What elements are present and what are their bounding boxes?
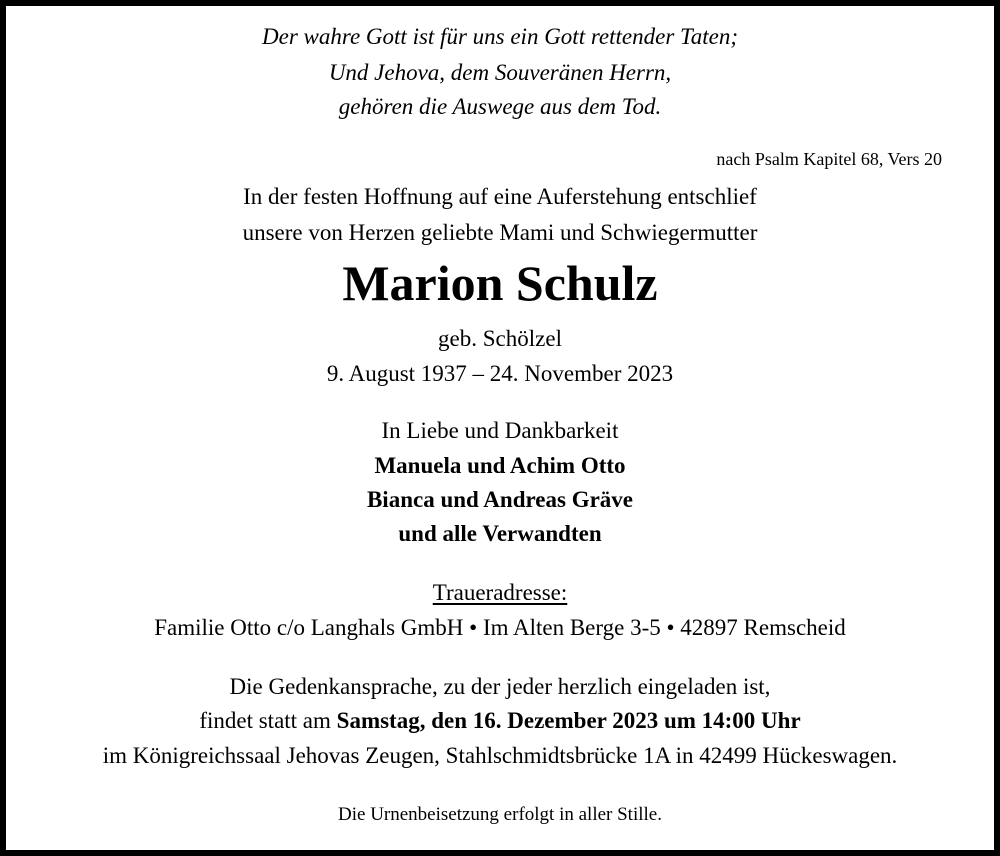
life-dates: 9. August 1937 – 24. November 2023: [326, 361, 674, 386]
verse-source: nach Psalm Kapitel 68, Vers 20: [716, 149, 942, 169]
memorial-line-1: Die Gedenkansprache, zu der jeder herzlich eingeladen ist,: [229, 674, 771, 699]
mourner-name-1: Manuela und Achim Otto: [374, 453, 626, 478]
mourner-name-3: und alle Verwandten: [398, 521, 602, 546]
intro-line-2: unsere von Herzen geliebte Mami und Schwiegermutter: [242, 220, 758, 245]
birth-name: geb. Schölzel: [438, 326, 562, 351]
verse-line-2: Und Jehova, dem Souveränen Herrn,: [328, 60, 672, 85]
burial-note: Die Urnenbeisetzung erfolgt in aller Stille.: [338, 804, 662, 825]
address-label: Traueradresse:: [432, 580, 568, 605]
verse-line-3: gehören die Auswege aus dem Tod.: [338, 94, 662, 119]
memorial-location: im Königreichssaal Jehovas Zeugen, Stahlschmidtsbrücke 1A in 42499 Hückeswagen.: [102, 743, 898, 768]
address-label-line: [0, 580, 1000, 606]
intro-line-1: In der festen Hoffnung auf eine Auferstehung entschlief: [243, 184, 757, 209]
memorial-line-2: [0, 708, 1000, 734]
memorial-line-2-prefix: findet statt am: [199, 708, 337, 733]
mourner-name-2: Bianca und Andreas Gräve: [366, 487, 634, 512]
verse-line-1: Der wahre Gott ist für uns ein Gott rettender Taten;: [262, 24, 738, 49]
address-text: Familie Otto c/o Langhals GmbH • Im Alten Berge 3-5 • 42897 Remscheid: [154, 615, 846, 640]
memorial-date-time: Samstag, den 16. Dezember 2023 um 14:00 Uhr: [336, 708, 801, 733]
deceased-name: Marion Schulz: [342, 255, 658, 311]
mourners-intro: In Liebe und Dankbarkeit: [381, 418, 619, 443]
